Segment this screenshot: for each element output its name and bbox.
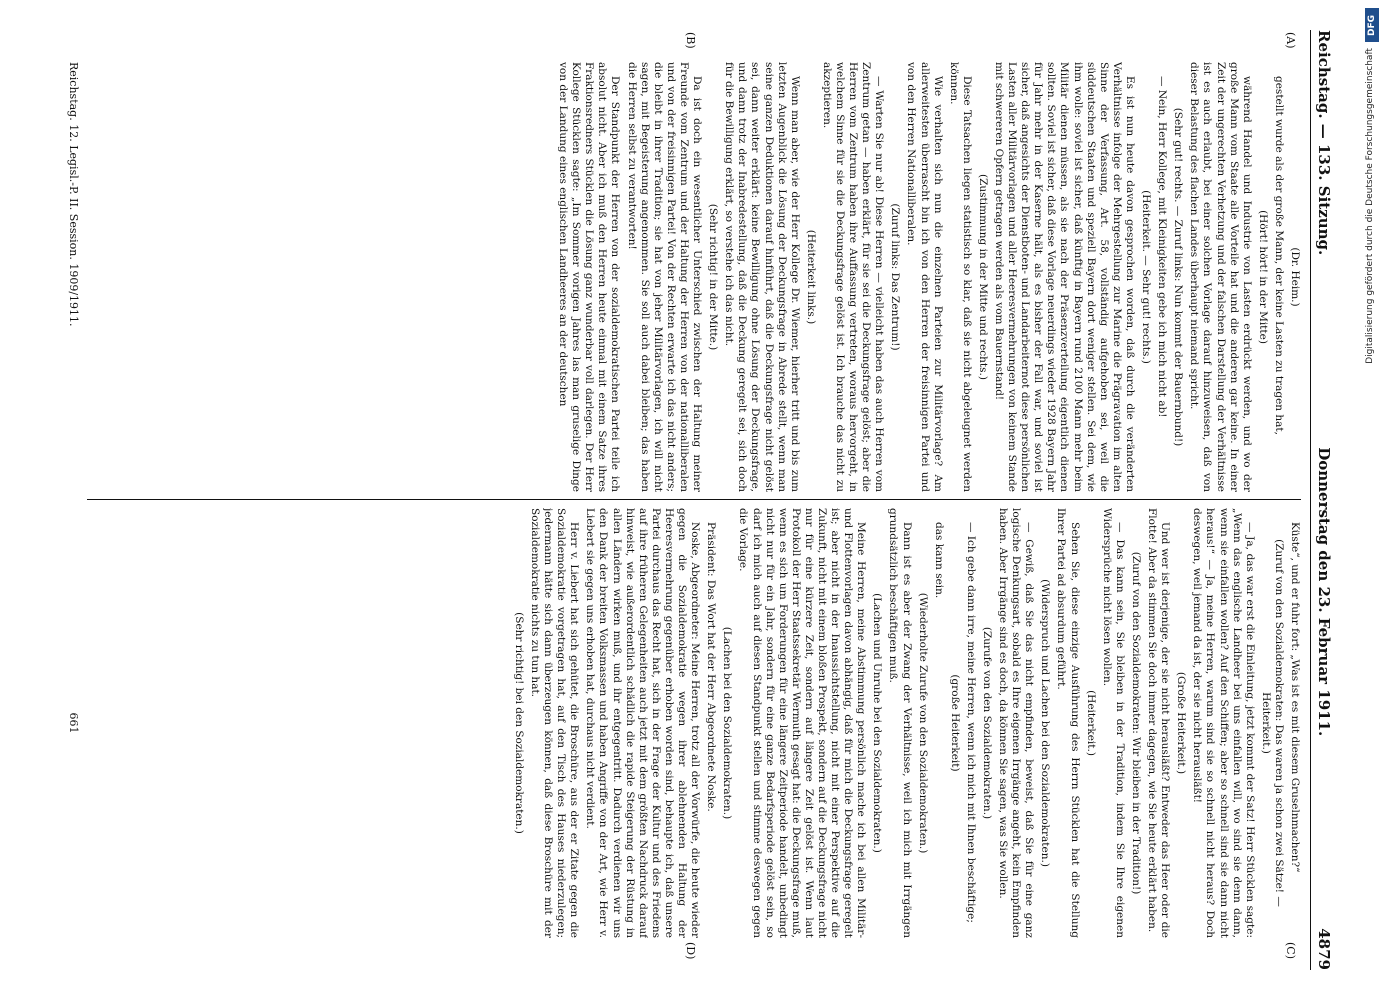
footer-sheet-number: 661 [66,712,80,734]
paragraph: (Hört! hört! in der Mitte) [1256,210,1269,344]
paragraph: (Zustimmung in der Mitte und rechts.) [976,174,989,380]
paragraph: (Zuruf links: Das Zentrum!) [888,203,901,351]
paragraph: (Sehr richtig! bei den Sozialdemokraten.) [512,612,525,834]
footer-session: Reichstag. 12. Legisl.-P. II. Session. 1909/1911. [66,62,80,327]
paragraph: (Wiederholte Zurufe von den Sozialdemokraten.) [916,592,929,854]
attribution-strip [1365,8,1379,988]
attribution-text: Digitalisierung gefördert durch die Deutsche Forschungsgemeinschaft [1365,48,1375,364]
paragraph: (große Heiterkeit) [948,674,961,772]
paragraph: Diese Tatsachen liegen statistisch so klar, daß sie nicht abgeleugnet werden können. [947,62,973,492]
paragraph: Noske, Abgeordneter: Meine Herren, trotz all der Vorwürfe, die heute wieder gegen die Sozialdemokratie wegen ihrer ablehnenden Haltung der Heeresvermehrung gegenüber erhoben worden sind, behaupte ich, daß unsere Partei durchaus das Recht hat, sich in der Frage der Kultur und des Friedens auf ihre früheren Gelegenheiten auch jetzt mit dem größten Nachdruck darauf hinweist, wie außerordentlich schädlich die rapide Steigerung der Rüstung in allen Ländern wirken muß, und ihr entgegentritt. Dadurch verdienen wir uns den Dank der breiten Volksmassen und haben Angriffe von der Art, wie Herr v. Liebert sie gegen uns erhoben hat, durchaus nicht verdient. [583,508,701,938]
paragraph: das kann sein. [932,522,945,599]
paragraph: — Warten Sie nur ab! Diese Herren — vielleicht haben das auch Herren vom Zentrum getan — haben erklärt, für sie sei die Deckungsfrage gelöst; aber die Herren vom Zentrum haben ihre Auffassung vertreten, woraus hervorgeht, in welchem Sinne für sie die Deckungsfrage gelöst ist. Ich brauche das nicht zu akzeptieren. [820,62,885,492]
page-number: 4879 [1314,928,1333,970]
margin-marker-b: (B) [683,32,697,49]
paragraph: — Nein, Herr Kollege, mit Kleinigkeiten gebe ich mich nicht ab! [1155,76,1168,418]
rotated-page [47,30,1337,970]
paragraph: — Das kann sein, Sie bleiben in der Tradition, indem Sie Ihre eigenen Widersprüche nicht lösen wollen. [1100,508,1126,938]
page-header [1310,30,1337,970]
paragraph: (Sehr gut! rechts. — Zuruf links: Nun kommt der Bauernbund!) [1171,107,1184,447]
paragraph: (Zurufe von den Sozialdemokraten.) [980,626,993,820]
paragraph: Da ist doch ein wesentlicher Unterschied zwischen der Haltung meiner Freunde vom Zentrum und der Haltung der Herren von der nationalliberalen und von der freisinnigen Partei! Von der Rechten erwarte ich das nicht anders; die bleibt in ihrer Tradition; sie hat von jeher Militärvorlagen, ich will nicht sagen, mit Begeisterung angenommen. Sie soll auch dabei bleiben; das haben die Herren selbst zu verantworten! [625,62,703,492]
paragraph: (Große Heiterkeit.) [1174,671,1187,775]
paragraph: Sehen Sie, diese einzige Ausführung des Herrn Stücklen hat die Stellung Ihrer Partei ad absurdum geführt. [1055,508,1081,938]
paragraph: während Handel und Industrie von Lasten erdrückt werden, und wo der große Mann vom Staate alle Vorteile hat und die anderen gar keine. In einer Zeit der ungerechten Verhetzung und der falschen Darstellung der Verhältnisse ist es auch erlaubt, bei einer solchen Vorlage darauf hinzuweisen, daß von dieser Belastung des flachen Landes überhaupt niemand spricht. [1187,62,1253,492]
paragraph: Es ist nun heute davon gesprochen worden, daß durch die veränderten Verhältnisse infolge der Mehrgestellung zur Marine die Prägravation im alten Sinne der Verfassung, Art. 58, vollständig aufgehoben sei, weil die süddeutschen Staaten und speziell Bayern dort weniger stellen. Sei dem, wie ihm wolle: soviel ist sicher, daß künftig in Bayern rund 2100 Mann mehr beim Militär dienen müssen, als sie nach der Präsenzverteilung eigentlich dienen sollten. Soviel ist sicher, daß diese Vorlage neuerdings wieder 1928 Bayern Jahr für Jahr mehr in der Kaserne hält, als es bisher der Fall war, und soviel ist sicher, daß angesichts der Dienstboten- und Landarbeiternot diese persönlichen Lasten aller Militärvorlagen und aller Heeresvermehrungen von keinem Stande mit schwereren Opfern getragen werden als vom Bauernstand! [992,62,1136,492]
dfg-logo-icon: DFG [1365,8,1379,42]
paragraph: — Gewiß, daß Sie das nicht empfinden, beweist, daß Sie für eine ganz logische Denkungsart, sobald es Ihre eigenen Irrgänge angeht, kein Empfinden haben. Aber Irrgänge sind es doch, da können Sie sagen, was Sie wollen. [996,508,1035,938]
paragraph: Meine Herren, meine Abstimmung persönlich mache ich bei allen Militär- und Flottenvorlagen davon abhängig, daß für mich die Deckungsfrage geregelt ist; aber nicht in der Inaussichtstellung, nicht mit einer Perspektive auf die Zukunft, nicht mit einem bloßen Prospekt, sondern auf die Deckungsfrage nicht nur für eine kürzere Zeit, sondern auf längere Zeit gelöst ist. Wenn laut Protokoll der Herr Staatssekretär Wermuth gesagt hat: die Deckungsfrage muß, wenn es sich um Forderungen für eine längere Zeitperiode handelt, unbedingt nicht nur für ein Jahr, sondern für eine ganze Bedarfsperiode gelöst sein, so darf ich mich auch auf diesen Standpunkt stellen und stimme deswegen gegen die Vorlage. [736,508,867,938]
paragraph: Der Standpunkt der Herren von der sozialdemokratischen Partei teile ich absolut nicht. Aber ich muß den Herren heute einmal mit einem Satze ihres Fraktionsredners Stücklen die Lösung ganz wunderbar voll darlegen. Der Herr Kollege Stücklen sagte: „Im Sommer vorigen Jahres las man gruselige Dinge von der Landung eines englischen Landheeres an der deutschen [556,62,621,492]
margin-marker-c: (C) [1283,942,1297,959]
column-divider [87,499,1301,500]
header-left: Reichstag. — 133. Sitzung. [1314,30,1333,256]
paragraph: Herr v. Liebert hat sich gehütet, die Broschüre, aus der er Zitate gegen die Sozialdemokratie vorgetragen hat, auf den Tisch des Hauses niederzulegen; jedermann hätte sich dann überzeugen können, daß diese Broschüre mit der Sozialdemokratie nichts zu tun hat. [528,508,580,938]
paragraph: (Lachen und Unruhe bei den Sozialdemokraten.) [870,593,883,853]
paragraph: (Heiterkeit links.) [804,229,817,325]
paragraph: (Zuruf von den Sozialdemokraten: Das waren ja schon zwei Sätze! — Heiterkeit.) [1259,539,1285,907]
paragraph: Wenn man aber, wie der Herr Kollege Dr. Wiemer, hierher tritt und bis zum letzten Augenblick die Lösung der Deckungsfrage in Abrede stellt, wenn man seine ganzen Deduktionen darauf hinführt, daß die Deckungsfrage nicht gelöst sei, dann weiter erklärt: keine Bewilligung ohne Lösung der Deckungsfrage, und dann trotz der Inabredestellung, daß die Deckung geregelt sei, sich doch für die Bewilligung erklärt, so verstehe ich das nicht. [722,62,801,492]
paragraph: Küste“, und er fuhr fort: „Was ist es mit diesem Gruselnmachen?“ [1288,522,1301,873]
paragraph: (Heiterkeit.) [1084,690,1097,756]
margin-marker-d: (D) [683,942,697,960]
paragraph: Dann ist es aber der Zwang der Verhältnisse, weil ich mich mit Irrgängen grundsätzlich beschäftigen muß. [886,508,913,938]
paragraph: — Ich gebe dann irre, meine Herren, wenn ich mich mit Ihnen beschäftige; [964,522,977,923]
right-column [87,508,1301,938]
paragraph: (Zuruf von den Sozialdemokraten: Wir bleiben in der Tradition!) [1129,551,1142,895]
paragraph: (Heiterkeit. — Sehr gut! rechts.) [1139,190,1152,364]
left-column [87,62,1301,492]
paragraph: (Sehr richtig! in der Mitte.) [706,203,719,351]
paragraph: Wie verhalten sich nun die einzelnen Parteien zur Militärvorlage? Am allerweitesten überrascht bin ich von den Herren der freisinnigen Partei und von den Herren Nationalliberalen. [904,62,944,492]
margin-marker-a: (A) [1283,32,1297,49]
paragraph: gestellt wurde als der große Mann, der keine Lasten zu tragen hat, [1272,76,1285,435]
paragraph: (Lachen bei den Sozialdemokraten.) [720,626,733,820]
paragraph: Präsident: Das Wort hat der Herr Abgeordnete Noske. [704,522,717,812]
paragraph: (Dr. Heim.) [1288,247,1301,307]
header-date: Donnerstag den 23. Februar 1911. [1314,447,1333,737]
paragraph: — Ja, das war erst die Einleitung, jetzt kommt der Satz! Herr Stücklen sagte: „Wenn das englische Landheer bei uns einfallen will, wo sind sie denn dann, wenn sie einfallen wollen? Auf den Schiffen; aber so schnell sind sie dann nicht heraus!“ — Ja, meine Herren, warum sind sie so schnell nicht heraus? Doch deswegen, weil jemand da ist, der sie nicht herausläßt! [1190,508,1256,938]
paragraph: Und wer ist derjenige, der sie nicht herausläßt? Entweder das Heer oder die Flotte! Aber da stimmen Sie doch immer dagegen, wie Sie heute erklärt haben. [1145,508,1171,938]
paragraph: (Widerspruch und Lachen bei den Sozialdemokraten.) [1038,579,1051,867]
